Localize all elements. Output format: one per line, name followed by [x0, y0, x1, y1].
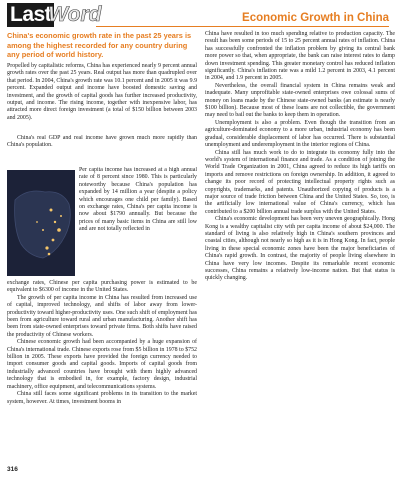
article-title: Economic Growth in China: [242, 12, 389, 24]
paragraph: Propelled by capitalistic reforms, China has experienced nearly 9 percent annual growth rates over the past 25 years. Real output has more than quadrupled over that period. In 2004, China's growth rate was 10.1 percent and in 2005 it was 9.9 percent. Expanded output and income have boosted domestic saving and investment, and the growth of capital goods has further increased productivity, output, and income. The rising income, together with inexpensive labor, has attracted more direct foreign investment (a total of $150 billion between 2003 and 2005).: [7, 63, 198, 121]
deck-subtitle: China's economic growth rate in the past 25 years is among the highest recorded for any country during any period of world history.: [7, 31, 192, 59]
last-word-logo: [7, 3, 101, 27]
logo-word-last: Last: [7, 3, 54, 27]
right-column: [205, 31, 395, 283]
paragraph: Per capita income has increased at a high annual rate of 8 percent since 1980. This is particularly noteworthy because China's population has expanded by 14 million a year (despite a policy which encourages one child per family). Based on exchange rates, China's per capita income is now about $1790 annually. But because the prices of many basic items in China are still low and are not totally reflected in: [79, 167, 197, 233]
paragraph: China still faces some significant problems in its transition to the market system, however. At times, investment booms in: [7, 391, 197, 405]
china-night-map-icon: [7, 170, 75, 276]
paragraph: China's economic development has been very uneven geographically. Hong Kong is a wealthy capitalist city with per capita income of about $24,000. The standard of living is also relatively high in China's southern provinces and coastal cities, although not nearly so high as it is in Hong Kong. In fact, people living in these special economic zones have been the major beneficiaries of China's rapid growth. In contrast, the majority of people living elsewhere in China have very low incomes. Despite its remarkable recent economic successes, China remains a relatively low-income nation. But that status is quickly changing.: [205, 216, 395, 282]
paragraph: The growth of per capita income in China has resulted from increased use of capital, improved technology, and shifts of labor away from lower-productivity toward higher-productivity uses. One such shift of employment has been from agriculture toward rural and urban manufacturing. Another shift has been from state-owned enterprises toward private firms. Both shifts have raised the productivity of Chinese workers.: [7, 294, 197, 338]
left-column-top: [7, 63, 197, 122]
paragraph: China still has much work to do to integrate its economy fully into the world's system of international finance and trade. As a condition of joining the World Trade Organization in 2001, China agreed to reduce its high tariffs on imports and remove restrictions on foreign ownership. In addition, it agreed to change its poor record of protecting intellectual property rights such as copyrights, trademarks, and patents. Unauthorized copying of products is a major source of trade friction between China and the United States. So, too, is the artificially low international value of China's currency, which has contributed to a $200 billion annual trade surplus with the United States.: [205, 149, 395, 215]
page-number: 316: [7, 466, 18, 473]
paragraph-lead: China's real GDP and real income have grown much more rapidly than China's population.: [7, 135, 197, 149]
logo-word-word: Word: [48, 3, 102, 26]
china-map-photo: [7, 170, 75, 276]
title-rule: [96, 26, 389, 27]
left-column-beside-map: [7, 135, 197, 167]
left-column-middle: [79, 167, 197, 272]
paragraph: Chinese economic growth had been accompanied by a huge expansion of China's international trade. Chinese exports rose from $5 billion in 1978 to $752 billion in 2005. These exports have provided the foreign currency needed to import consumer goods and capital goods. Imports of capital goods from industrially advanced countries have brought with them highly advanced technology that is embodied in, for example, factory design, industrial machinery, office equipment, and telecommunications systems.: [7, 339, 197, 390]
paragraph: China have resulted in too much spending relative to production capacity. The result has been some periods of 15 to 25 percent annual rates of inflation. China has successfully confronted the inflation problem by giving its central bank more power so that, when appropriate, the bank can raise interest rates to damp down investment spending. This greater monetary control has reduced inflation significantly. China's inflation rate was a mild 1.2 percent in 2003, 4.1 percent in 2004, and 1.9 percent in 2005.: [205, 31, 395, 82]
paragraph: Unemployment is also a problem. Even though the transition from an agriculture-dominated economy to a more urban, industrial economy has been gradual, considerable displacement of labor has occurred. There is substantial unemployment and underemployment in the interior regions of China.: [205, 119, 395, 149]
paragraph: Nevertheless, the overall financial system in China remains weak and inadequate. Many unprofitable state-owned enterprises owe colossal sums of money on loans made by the Chinese state-owned banks (an estimate is nearly $100 billion). Because most of these loans are not collectible, the government may need to bail out the banks to keep them in operation.: [205, 82, 395, 119]
left-column-bottom: [7, 280, 197, 406]
paragraph-tail: exchange rates, Chinese per capita purchasing power is estimated to be equivalent to $6300 of income in the United States.: [7, 280, 197, 294]
